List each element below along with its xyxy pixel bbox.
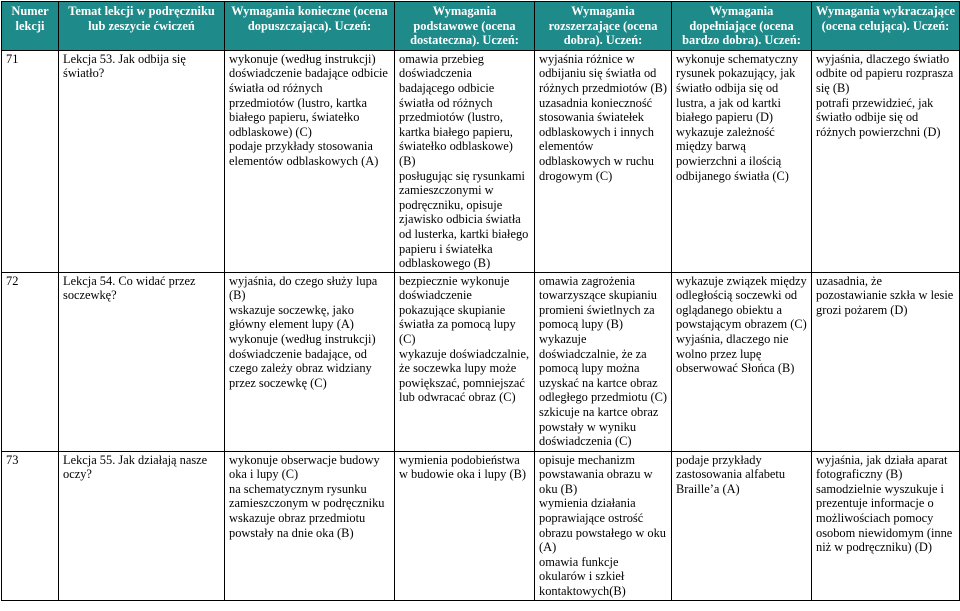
lesson-number: 71: [2, 50, 59, 272]
requirement-item: wyjaśnia różnice w odbijaniu się światła od różnych przedmiotów (B): [539, 51, 667, 95]
requirement-item: omawia funkcje okularów i szkieł kontaktowych(B): [539, 554, 626, 599]
extended-cell: [535, 50, 672, 272]
extended-cell: [535, 272, 672, 451]
requirement-item: wyjaśnia, jak działa aparat fotograficzny (B): [816, 452, 948, 482]
required-cell: [225, 451, 395, 600]
header-extended: Wymagania rozszerzające (ocena dobra). Uczeń:: [535, 2, 672, 51]
requirement-item: samodzielnie wyszukuje i prezentuje informacje o możliwościach pomocy osobom niewidomym (inne niż w podręczniku) (D): [816, 481, 953, 555]
requirement-item: wykazuje zależność między barwą powierzchni a ilością odbijanego światła (C): [676, 124, 789, 183]
complementary-cell: [672, 272, 812, 451]
requirement-item: szkicuje na kartce obraz powstały w wyniku doświadczenia (C): [539, 405, 659, 449]
requirement-item: wyjaśnia, dlaczego nie wolno przez lupę obserwować Słońca (B): [676, 332, 795, 376]
requirements-table: [1, 1, 960, 601]
requirement-item: potrafi przewidzieć, jak światło odbije się od różnych powierzchni (D): [816, 95, 941, 139]
table-row: [2, 272, 960, 451]
header-basic: Wymagania podstawowe (ocena dostateczna). Uczeń:: [395, 2, 535, 51]
required-cell: [225, 272, 395, 451]
lesson-number: 72: [2, 272, 59, 451]
table-row: [2, 451, 960, 600]
lesson-topic: Lekcja 54. Co widać przez soczewkę?: [59, 272, 225, 451]
requirement-item: na schematycznym rysunku zamieszczonym w podręczniku wskazuje obraz przedmiotu powstały na dnie oka (B): [229, 481, 385, 540]
requirement-item: wykazuje doświadczalnie, że za pomocą lupy można uzyskać na kartce obraz odległego przedmiotu (C): [539, 332, 668, 405]
complementary-cell: [672, 50, 812, 272]
exceeding-cell: [812, 50, 960, 272]
header-required: Wymagania konieczne (ocena dopuszczająca). Uczeń:: [225, 2, 395, 51]
requirement-item: wykazuje związek między odległością soczewki od oglądanego obiektu a powstającym obrazem (C): [676, 273, 807, 332]
requirement-item: omawia zagrożenia towarzyszące skupianiu promieni świetlnych za pomocą lupy (B): [539, 273, 658, 332]
basic-cell: [395, 272, 535, 451]
required-cell: [225, 50, 395, 272]
requirement-item: posługując się rysunkami zamieszczonymi w podręczniku, opisuje zjawisko odbicia światła od lusterka, kartki białego papieru i światełka odblaskowego (B): [399, 168, 529, 271]
requirement-item: podaje przykłady zastosowania alfabetu Braille’a (A): [676, 452, 786, 496]
requirement-item: wyjaśnia, do czego służy lupa (B): [229, 273, 378, 303]
requirement-item: wykonuje (według instrukcji) doświadczenie badające odbicie światła od różnych przedmiotów (lustro, kartka białego papieru, światełko odblaskowe) (C): [229, 51, 388, 139]
requirement-item: bezpiecznie wykonuje doświadczenie pokazujące skupianie światła za pomocą lupy (C): [399, 273, 516, 347]
requirement-item: wykonuje (według instrukcji) doświadczenie badające, od czego zależy obraz widziany przez soczewkę (C): [229, 332, 376, 390]
header-exceeding: Wymagania wykraczające (ocena celująca). Uczeń:: [812, 2, 960, 51]
requirement-item: opisuje mechanizm powstawania obrazu w oku (B): [539, 452, 653, 496]
requirement-item: uzasadnia konieczność stosowania światełek odblaskowych i innych elementów odblaskowych w ruchu drogowym (C): [539, 95, 654, 183]
header-row: [2, 2, 960, 51]
complementary-cell: [672, 451, 812, 600]
header-complementary: Wymagania dopełniające (ocena bardzo dobra). Uczeń:: [672, 2, 812, 51]
exceeding-cell: [812, 451, 960, 600]
requirement-item: wskazuje soczewkę, jako główny element lupy (A): [229, 302, 354, 332]
lesson-topic: Lekcja 53. Jak odbija się światło?: [59, 50, 225, 272]
lesson-number: 73: [2, 451, 59, 600]
requirement-item: wykonuje schematyczny rysunek pokazujący, jak światło odbija się od lustra, a jak od kartki białego papieru (D): [676, 51, 799, 125]
exceeding-cell: [812, 272, 960, 451]
header-lesson-number: Numer lekcji: [2, 2, 59, 51]
basic-cell: [395, 50, 535, 272]
requirement-item: wyjaśnia, dlaczego światło odbite od papieru rozprasza się (B): [816, 51, 954, 95]
requirement-item: uzasadnia, że pozostawianie szkła w lesie grozi pożarem (D): [816, 273, 954, 317]
requirement-item: wykonuje obserwacje budowy oka i lupy (C): [229, 452, 380, 482]
requirement-item: wymienia działania poprawiające ostrość obrazu powstałego w oku (A): [539, 496, 666, 555]
lesson-topic: Lekcja 55. Jak działają nasze oczy?: [59, 451, 225, 600]
requirement-item: wymienia podobieństwa w budowie oka i lupy (B): [399, 452, 526, 482]
table-row: [2, 50, 960, 272]
header-lesson-topic: Temat lekcji w podręczniku lub zeszycie ćwiczeń: [59, 2, 225, 51]
requirement-item: podaje przykłady stosowania elementów odblaskowych (A): [229, 139, 379, 168]
requirement-item: wykazuje doświadczalnie, że soczewka lupy może powiększać, pomniejszać lub odwracać obraz (C): [399, 346, 530, 405]
basic-cell: [395, 451, 535, 600]
requirement-item: omawia przebieg doświadczenia badającego odbicie światła od różnych przedmiotów (lustro, kartka białego papieru, światełko odblaskowe) (B): [399, 51, 513, 168]
extended-cell: [535, 451, 672, 600]
